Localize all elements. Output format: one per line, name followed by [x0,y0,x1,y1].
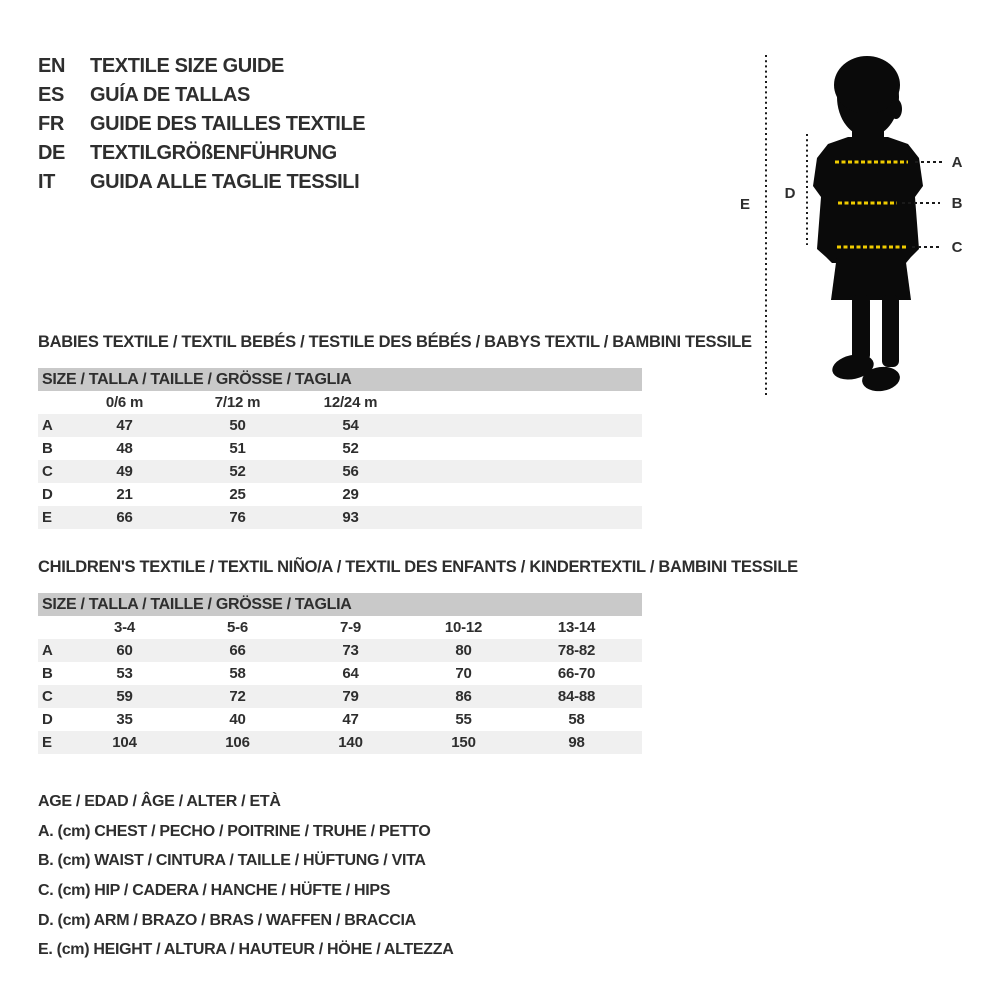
cell-value: 52 [342,440,359,457]
cell-value: 25 [229,486,246,503]
language-code: DE [38,142,65,164]
babies-size-header-bar: SIZE / TALLA / TAILLE / GRÖSSE / TAGLIA [38,368,642,391]
cell-value: 106 [225,734,250,751]
table-row [38,731,642,754]
measurement-legend [38,787,454,965]
cell-value: 84-88 [557,688,596,705]
row-letter: D [42,486,53,503]
column-header: 13-14 [557,619,596,636]
cell-value: 72 [229,688,246,705]
language-code: IT [38,171,55,193]
cell-value: 150 [451,734,476,751]
cell-value: 86 [455,688,472,705]
table-row [38,685,642,708]
language-row-de [38,139,365,168]
cell-value: 55 [455,711,472,728]
cell-value: 66-70 [557,665,596,682]
cell-value: 51 [229,440,246,457]
cell-value: 56 [342,463,359,480]
cell-value: 48 [116,440,133,457]
row-letter: E [42,509,52,526]
measurement-figure [725,45,980,410]
babies-column-header-row [38,391,642,414]
legend-chest: A. (cm) CHEST / PECHO / POITRINE / TRUHE / PETTO [38,822,431,840]
cell-value: 29 [342,486,359,503]
table-row [38,639,642,662]
column-header: 0/6 m [105,394,144,411]
babies-section-heading: BABIES TEXTILE / TEXTIL BEBÉS / TESTILE DES BÉBÉS / BABYS TEXTIL / BAMBINI TESSILE [38,333,752,351]
legend-hip: C. (cm) HIP / CADERA / HANCHE / HÜFTE / HIPS [38,882,391,900]
figure-label-b: B [951,195,963,212]
table-row [38,437,642,460]
cell-value: 80 [455,642,472,659]
column-header: 3-4 [113,619,136,636]
figure-label-c: C [951,239,963,256]
language-title: TEXTILE SIZE GUIDE [90,55,284,77]
column-header: 10-12 [444,619,483,636]
cell-value: 53 [116,665,133,682]
table-row [38,708,642,731]
cell-value: 49 [116,463,133,480]
cell-value: 66 [116,509,133,526]
silhouette-face [890,99,902,119]
language-title: GUIDE DES TAILLES TEXTILE [90,113,366,135]
column-header: 12/24 m [323,394,378,411]
children-size-header-bar: SIZE / TALLA / TAILLE / GRÖSSE / TAGLIA [38,593,642,616]
child-silhouette [813,56,923,394]
column-header: 5-6 [226,619,249,636]
language-code: FR [38,113,64,135]
column-header: 7/12 m [214,394,261,411]
row-letter: B [42,665,53,682]
table-row [38,483,642,506]
language-title: TEXTILGRÖßENFÜHRUNG [90,142,337,164]
cell-value: 78-82 [557,642,596,659]
children-section-heading: CHILDREN'S TEXTILE / TEXTIL NIÑO/A / TEXTIL DES ENFANTS / KINDERTEXTIL / BAMBINI TESSILE [38,558,798,576]
cell-value: 54 [342,417,359,434]
cell-value: 79 [342,688,359,705]
silhouette-right-leg [882,295,899,367]
children-size-table [38,593,642,754]
cell-value: 47 [342,711,359,728]
corner-cell [38,616,68,639]
silhouette-shorts [831,255,911,300]
cell-value: 104 [112,734,137,751]
silhouette-shirt [813,137,923,263]
cell-value: 140 [338,734,363,751]
row-letter: A [42,417,53,434]
silhouette-left-leg [852,295,870,361]
children-column-header-row [38,616,642,639]
language-code: ES [38,84,64,106]
cell-value: 35 [116,711,133,728]
row-letter: C [42,463,53,480]
table-row [38,506,642,529]
legend-height: E. (cm) HEIGHT / ALTURA / HAUTEUR / HÖHE / ALTEZZA [38,941,454,959]
language-row-it [38,168,365,197]
language-title: GUÍA DE TALLAS [90,84,250,106]
corner-cell [38,391,68,414]
row-letter: E [42,734,52,751]
babies-size-table [38,368,642,529]
legend-waist: B. (cm) WAIST / CINTURA / TAILLE / HÜFTUNG / VITA [38,852,426,870]
table-row [38,414,642,437]
figure-label-d: D [784,185,796,202]
row-letter: B [42,440,53,457]
cell-value: 98 [568,734,585,751]
figure-label-a: A [951,154,963,171]
cell-value: 40 [229,711,246,728]
cell-value: 60 [116,642,133,659]
row-letter: D [42,711,53,728]
language-title: GUIDA ALLE TAGLIE TESSILI [90,171,360,193]
language-row-es [38,81,365,110]
row-letter: A [42,642,53,659]
cell-value: 58 [568,711,585,728]
cell-value: 66 [229,642,246,659]
cell-value: 73 [342,642,359,659]
cell-value: 21 [116,486,133,503]
language-row-fr [38,110,365,139]
language-row-en [38,52,365,81]
cell-value: 52 [229,463,246,480]
cell-value: 76 [229,509,246,526]
legend-age: AGE / EDAD / ÂGE / ALTER / ETÀ [38,793,281,810]
table-row [38,460,642,483]
table-row [38,662,642,685]
cell-value: 47 [116,417,133,434]
row-letter: C [42,688,53,705]
cell-value: 70 [455,665,472,682]
language-title-list [38,52,365,197]
legend-arm: D. (cm) ARM / BRAZO / BRAS / WAFFEN / BRACCIA [38,911,416,929]
cell-value: 93 [342,509,359,526]
language-code: EN [38,55,65,77]
column-header: 7-9 [339,619,362,636]
cell-value: 58 [229,665,246,682]
cell-value: 50 [229,417,246,434]
cell-value: 59 [116,688,133,705]
cell-value: 64 [342,665,359,682]
figure-label-e: E [739,196,751,213]
silhouette-hair [834,56,900,114]
